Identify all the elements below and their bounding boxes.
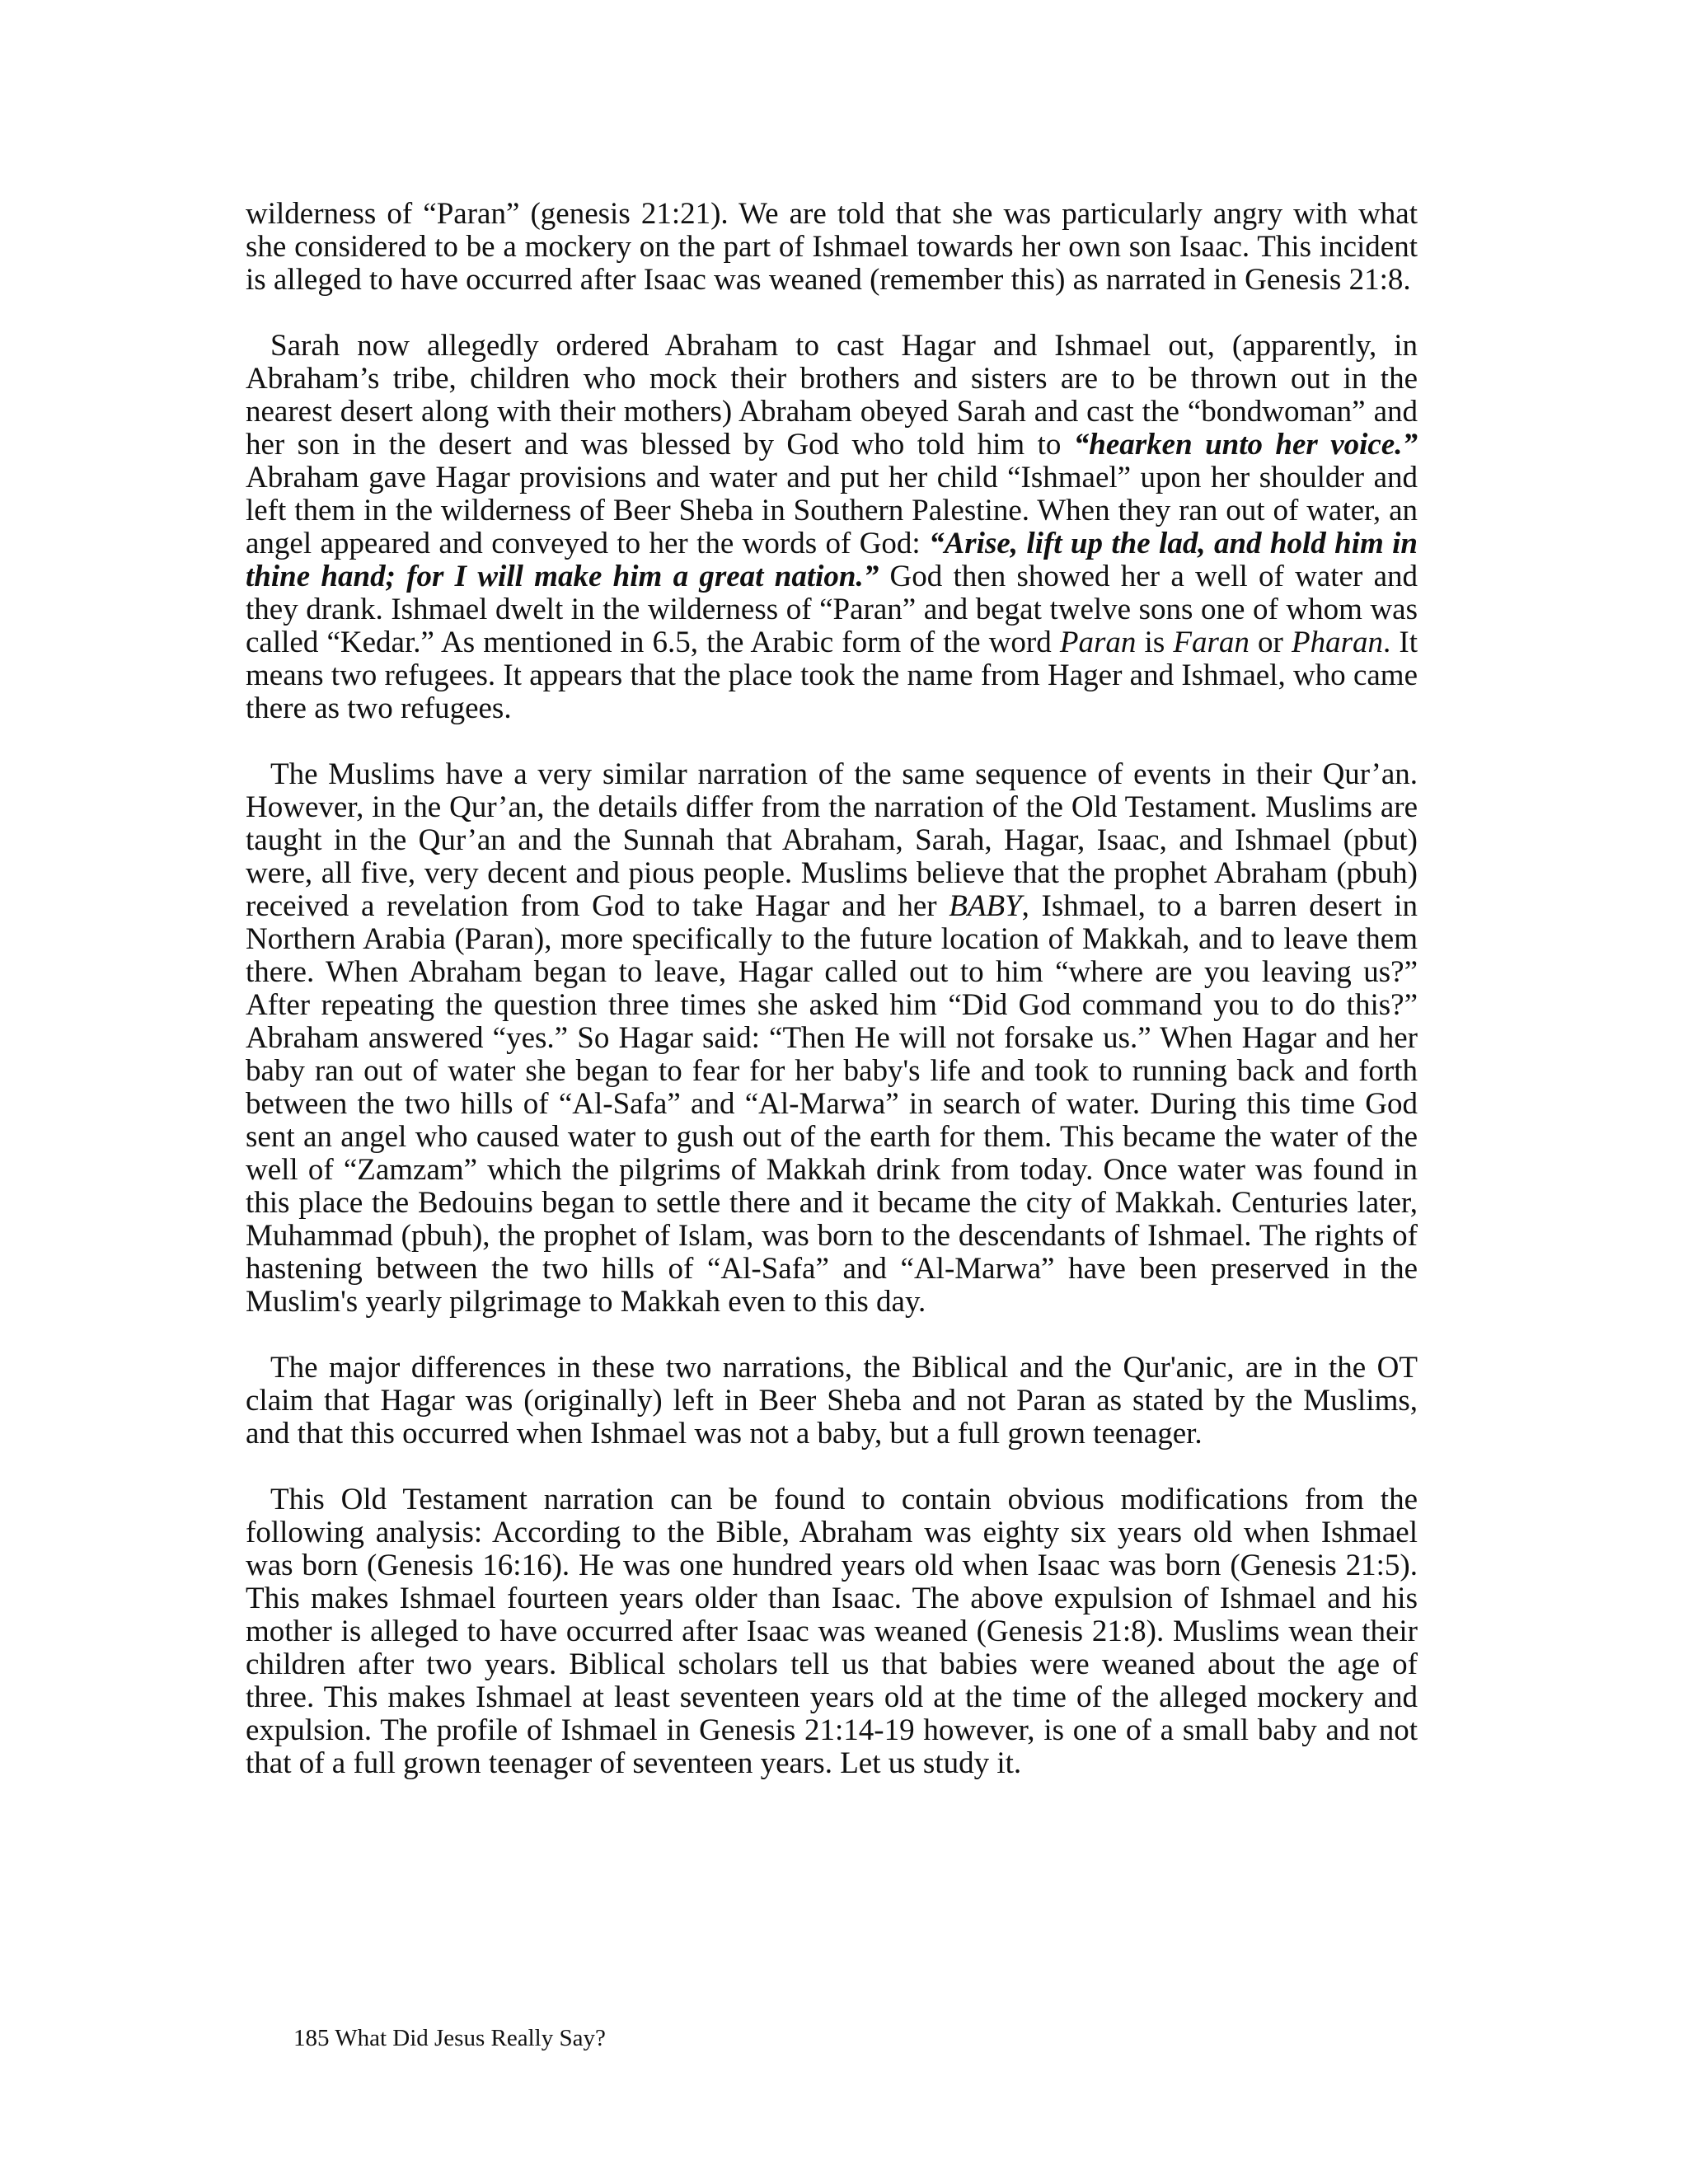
paragraph-2 <box>246 330 1418 725</box>
term-paran: Paran <box>1059 626 1137 659</box>
paragraph-3-text: , Ishmael, to a barren desert in Northern Arabia (Paran), more specifically to the future location of Makkah, and to leave them there. When Abraham began to leave, Hagar called out to him “where are you leaving us?” After repeating the question three times she asked him “Did God command you to do this?” Abraham answered “yes.” So Hagar said: “Then He will not forsake us.” When Hagar and her baby ran out of water she began to fear for her baby's life and took to running back and forth between the two hills of “Al-Safa” and “Al-Marwa” in search of water. During this time God sent an angel who caused water to gush out of the earth for them. This became the water of the well of “Zamzam” which the pilgrims of Makkah drink from today. Once water was found in this place the Bedouins began to settle there and it became the city of Makkah. Centuries later, Muhammad (pbuh), the prophet of Islam, was born to the descendants of Ishmael. The rights of hastening between the two hills of “Al-Safa” and “Al-Marwa” have been preserved in the Muslim's yearly pilgrimage to Makkah even to this day. <box>246 889 1418 1319</box>
paragraph-1-text: wilderness of “Paran” (genesis 21:21). We are told that she was particularly angry with what she considered to be a mockery on the part of Ishmael towards her own son Isaac. This incident is alleged to have occurred after Isaac was weaned (remember this) as narrated in Genesis 21:8. <box>246 197 1418 297</box>
paragraph-2-text: . It means two refugees. It appears that the place took the name from Hager and Ishmael, who came there as two refugees. <box>246 626 1418 725</box>
term-baby: BABY <box>949 889 1022 923</box>
paragraph-2-text: God then showed her a well of water and they drank. Ishmael dwelt in the wilderness of “Paran” and begat twelve sons one of whom was called “Kedar.” As mentioned in 6.5, the Arabic form of the word <box>246 560 1418 659</box>
paragraph-2-text: or <box>1249 626 1292 659</box>
term-faran: Faran <box>1173 626 1250 659</box>
paragraph-1 <box>246 198 1418 297</box>
paragraph-2-text: Sarah now allegedly ordered Abraham to cast Hagar and Ishmael out, (apparently, in Abraham’s tribe, children who mock their brothers and sisters are to be thrown out in the nearest desert along with their mothers) Abraham obeyed Sarah and cast the “bondwoman” and her son in the desert and was blessed by God who told him to <box>246 329 1418 462</box>
paragraph-5-text: This Old Testament narration can be found to contain obvious modifications from the following analysis: According to the Bible, Abraham was eighty six years old when Ishmael was born (Genesis 16:16). He was one hundred years old when Isaac was born (Genesis 21:5). This makes Ishmael fourteen years older than Isaac. The above expulsion of Ishmael and his mother is alleged to have occurred after Isaac was weaned (Genesis 21:8). Muslims wean their children after two years. Biblical scholars tell us that babies were weaned about the age of three. This makes Ishmael at least seventeen years old at the time of the alleged mockery and expulsion. The profile of Ishmael in Genesis 21:14-19 however, is one of a small baby and not that of a full grown teenager of seventeen years. Let us study it. <box>246 1483 1418 1780</box>
paragraph-2-text: Abraham gave Hagar provisions and water and put her child “Ishmael” upon her shoulder and left them in the wilderness of Beer Sheba in Southern Palestine. When they ran out of water, an angel appeared and conveyed to her the words of God: <box>246 461 1418 560</box>
quote-arise: “Arise, lift up the lad, and hold him in thine hand; for I will make him a great nation.” <box>246 527 1418 593</box>
paragraph-5 <box>246 1483 1418 1780</box>
term-pharan: Pharan <box>1292 626 1383 659</box>
paragraph-3-text: The Muslims have a very similar narration of the same sequence of events in their Qur’an. However, in the Qur’an, the details differ from the narration of the Old Testament. Muslims are taught in the Qur’an and the Sunnah that Abraham, Sarah, Hagar, Isaac, and Ishmael (pbut) were, all five, very decent and pious people. Muslims believe that the prophet Abraham (pbuh) received a revelation from God to take Hagar and her <box>246 757 1418 923</box>
paragraph-2-text: is <box>1136 626 1174 659</box>
paragraph-4-text: The major differences in these two narrations, the Biblical and the Qur'anic, are in the OT claim that Hagar was (originally) left in Beer Sheba and not Paran as stated by the Muslims, and that this occurred when Ishmael was not a baby, but a full grown teenager. <box>246 1351 1418 1451</box>
page-footer: 185 What Did Jesus Really Say? <box>293 2025 606 2051</box>
document-body <box>246 198 1418 1813</box>
quote-hearken: “hearken unto her voice.” <box>1073 428 1418 462</box>
paragraph-4 <box>246 1352 1418 1451</box>
paragraph-3 <box>246 758 1418 1319</box>
